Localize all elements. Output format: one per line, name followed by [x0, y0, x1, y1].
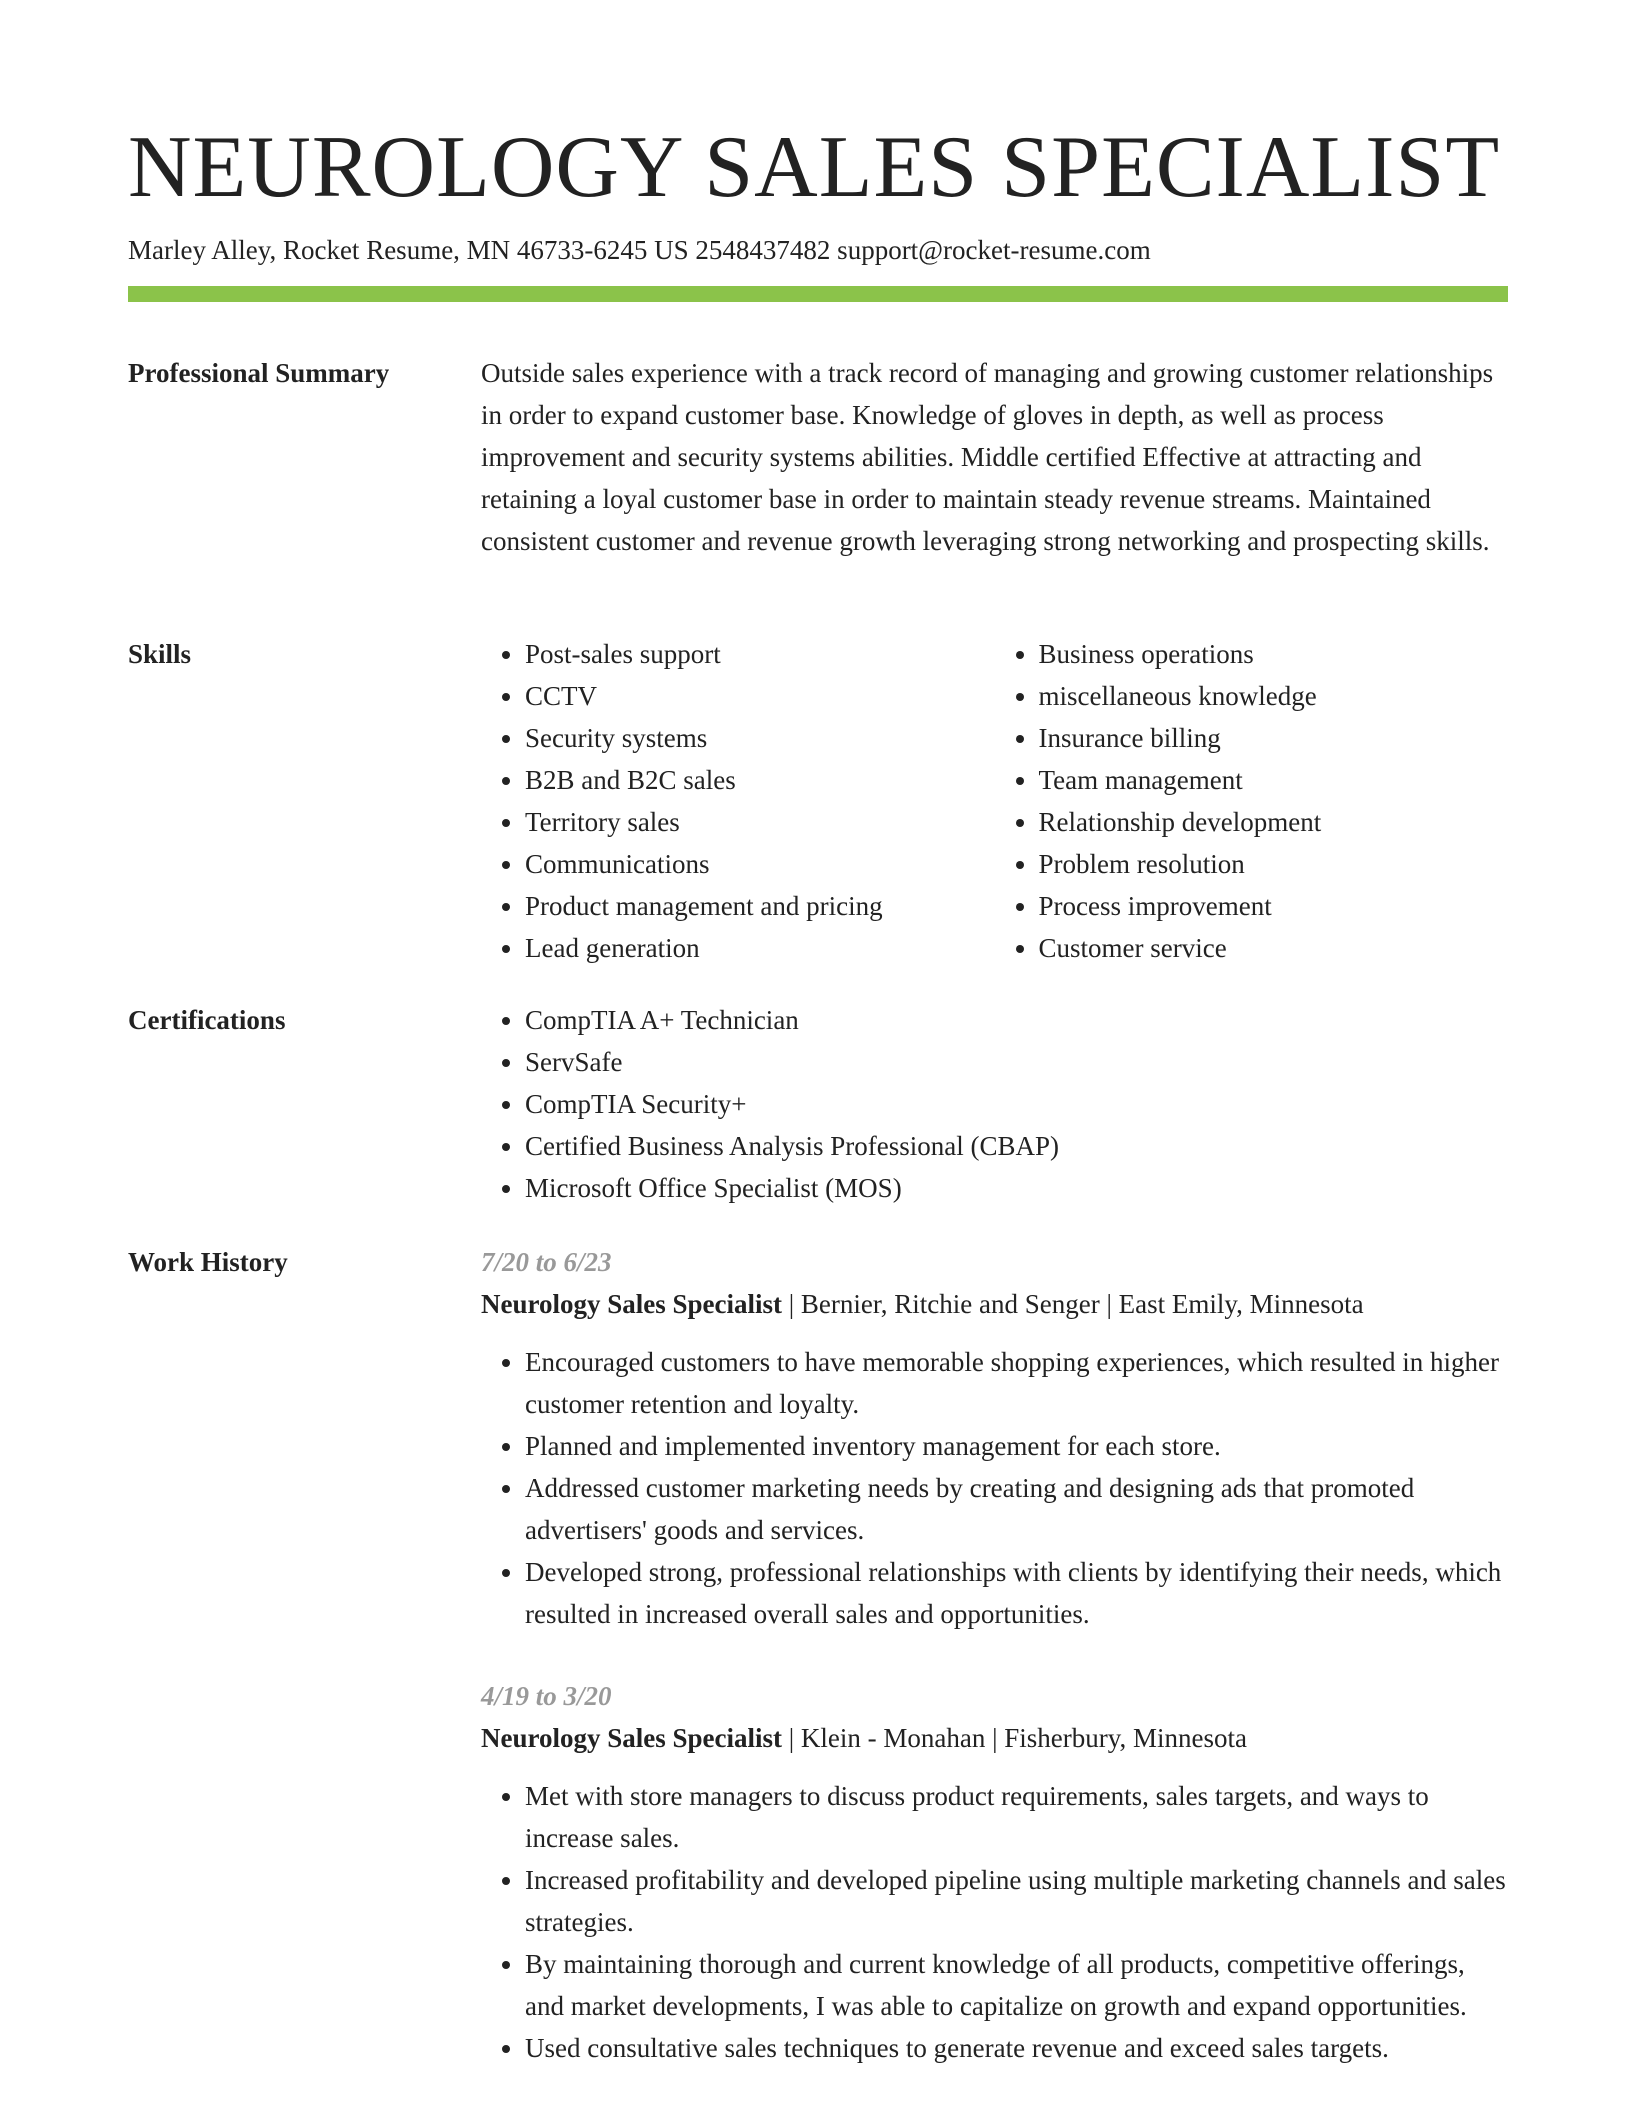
list-item: • Planned and implemented inventory management for each store.	[525, 1425, 1508, 1467]
list-item: • Increased profitability and developed pipeline using multiple marketing channels and sales strategies.	[525, 1859, 1508, 1943]
job-date: 7/20 to 6/23	[481, 1247, 612, 1277]
list-item: • Insurance billing	[1039, 717, 1509, 759]
work-history-body	[481, 1241, 1508, 2069]
list-item: • CompTIA Security+	[525, 1083, 1508, 1125]
certifications-body	[481, 999, 1508, 1209]
list-item: • By maintaining thorough and current knowledge of all products, competitive offerings, and market developments, I was able to capitalize on growth and expand opportunities.	[525, 1943, 1508, 2027]
job-heading	[481, 1717, 1508, 1759]
list-item: • Certified Business Analysis Professional (CBAP)	[525, 1125, 1508, 1167]
list-item: • Product management and pricing	[525, 885, 995, 927]
list-item: • ServSafe	[525, 1041, 1508, 1083]
job-title: Neurology Sales Specialist	[481, 1723, 783, 1753]
list-item: • Security systems	[525, 717, 995, 759]
list-item: • Encouraged customers to have memorable shopping experiences, which resulted in higher customer retention and loyalty.	[525, 1341, 1508, 1425]
list-item: • Used consultative sales techniques to generate revenue and exceed sales targets.	[525, 2027, 1508, 2069]
job-bullets	[481, 1341, 1508, 1635]
contact-line: Marley Alley, Rocket Resume, MN 46733-6245 US 2548437482 support@rocket-resume.com	[128, 235, 1151, 265]
job-details: | Klein - Monahan | Fisherbury, Minnesota	[782, 1723, 1248, 1753]
skills-list-right	[995, 633, 1509, 969]
list-item: • B2B and B2C sales	[525, 759, 995, 801]
job-entry	[481, 1241, 1508, 1635]
list-item: • miscellaneous knowledge	[1039, 675, 1509, 717]
certifications-list	[481, 999, 1508, 1209]
job-spacer	[481, 1635, 1508, 1675]
job-details: | Bernier, Ritchie and Senger | East Emily, Minnesota	[782, 1289, 1364, 1319]
job-heading	[481, 1283, 1508, 1325]
summary-text: Outside sales experience with a track record of managing and growing customer relationships in order to expand customer base. Knowledge of gloves in depth, as well as process improvement and security systems abilities. Middle certified Effective at attracting and retaining a loyal customer base in order to maintain steady revenue streams. Maintained consistent customer and revenue growth leveraging strong networking and prospecting skills.	[481, 358, 1494, 556]
job-title: Neurology Sales Specialist	[481, 1289, 783, 1319]
section-label-work-history: Work History	[128, 1247, 288, 1277]
list-item: • Process improvement	[1039, 885, 1509, 927]
summary-body	[481, 352, 1508, 562]
list-item: • Met with store managers to discuss product requirements, sales targets, and ways to increase sales.	[525, 1775, 1508, 1859]
list-item: • Post-sales support	[525, 633, 995, 675]
resume-title: NEUROLOGY SALES SPECIALIST	[128, 119, 1501, 216]
job-entry	[481, 1675, 1508, 2069]
list-item: • Lead generation	[525, 927, 995, 969]
skills-list-left	[481, 633, 995, 969]
skills-body	[481, 633, 1508, 969]
list-item: • Customer service	[1039, 927, 1509, 969]
list-item: • Territory sales	[525, 801, 995, 843]
list-item: • Business operations	[1039, 633, 1509, 675]
list-item: • Communications	[525, 843, 995, 885]
list-item: • CompTIA A+ Technician	[525, 999, 1508, 1041]
section-label-skills: Skills	[128, 639, 192, 669]
job-date: 4/19 to 3/20	[481, 1681, 612, 1711]
list-item: • Relationship development	[1039, 801, 1509, 843]
list-item: • CCTV	[525, 675, 995, 717]
list-item: • Problem resolution	[1039, 843, 1509, 885]
accent-divider	[128, 286, 1508, 302]
list-item: • Team management	[1039, 759, 1509, 801]
list-item: • Microsoft Office Specialist (MOS)	[525, 1167, 1508, 1209]
list-item: • Addressed customer marketing needs by creating and designing ads that promoted advertisers' goods and services.	[525, 1467, 1508, 1551]
job-bullets	[481, 1775, 1508, 2069]
list-item: • Developed strong, professional relationships with clients by identifying their needs, which resulted in increased overall sales and opportunities.	[525, 1551, 1508, 1635]
section-label-summary: Professional Summary	[128, 358, 390, 388]
section-label-certifications: Certifications	[128, 1005, 286, 1035]
